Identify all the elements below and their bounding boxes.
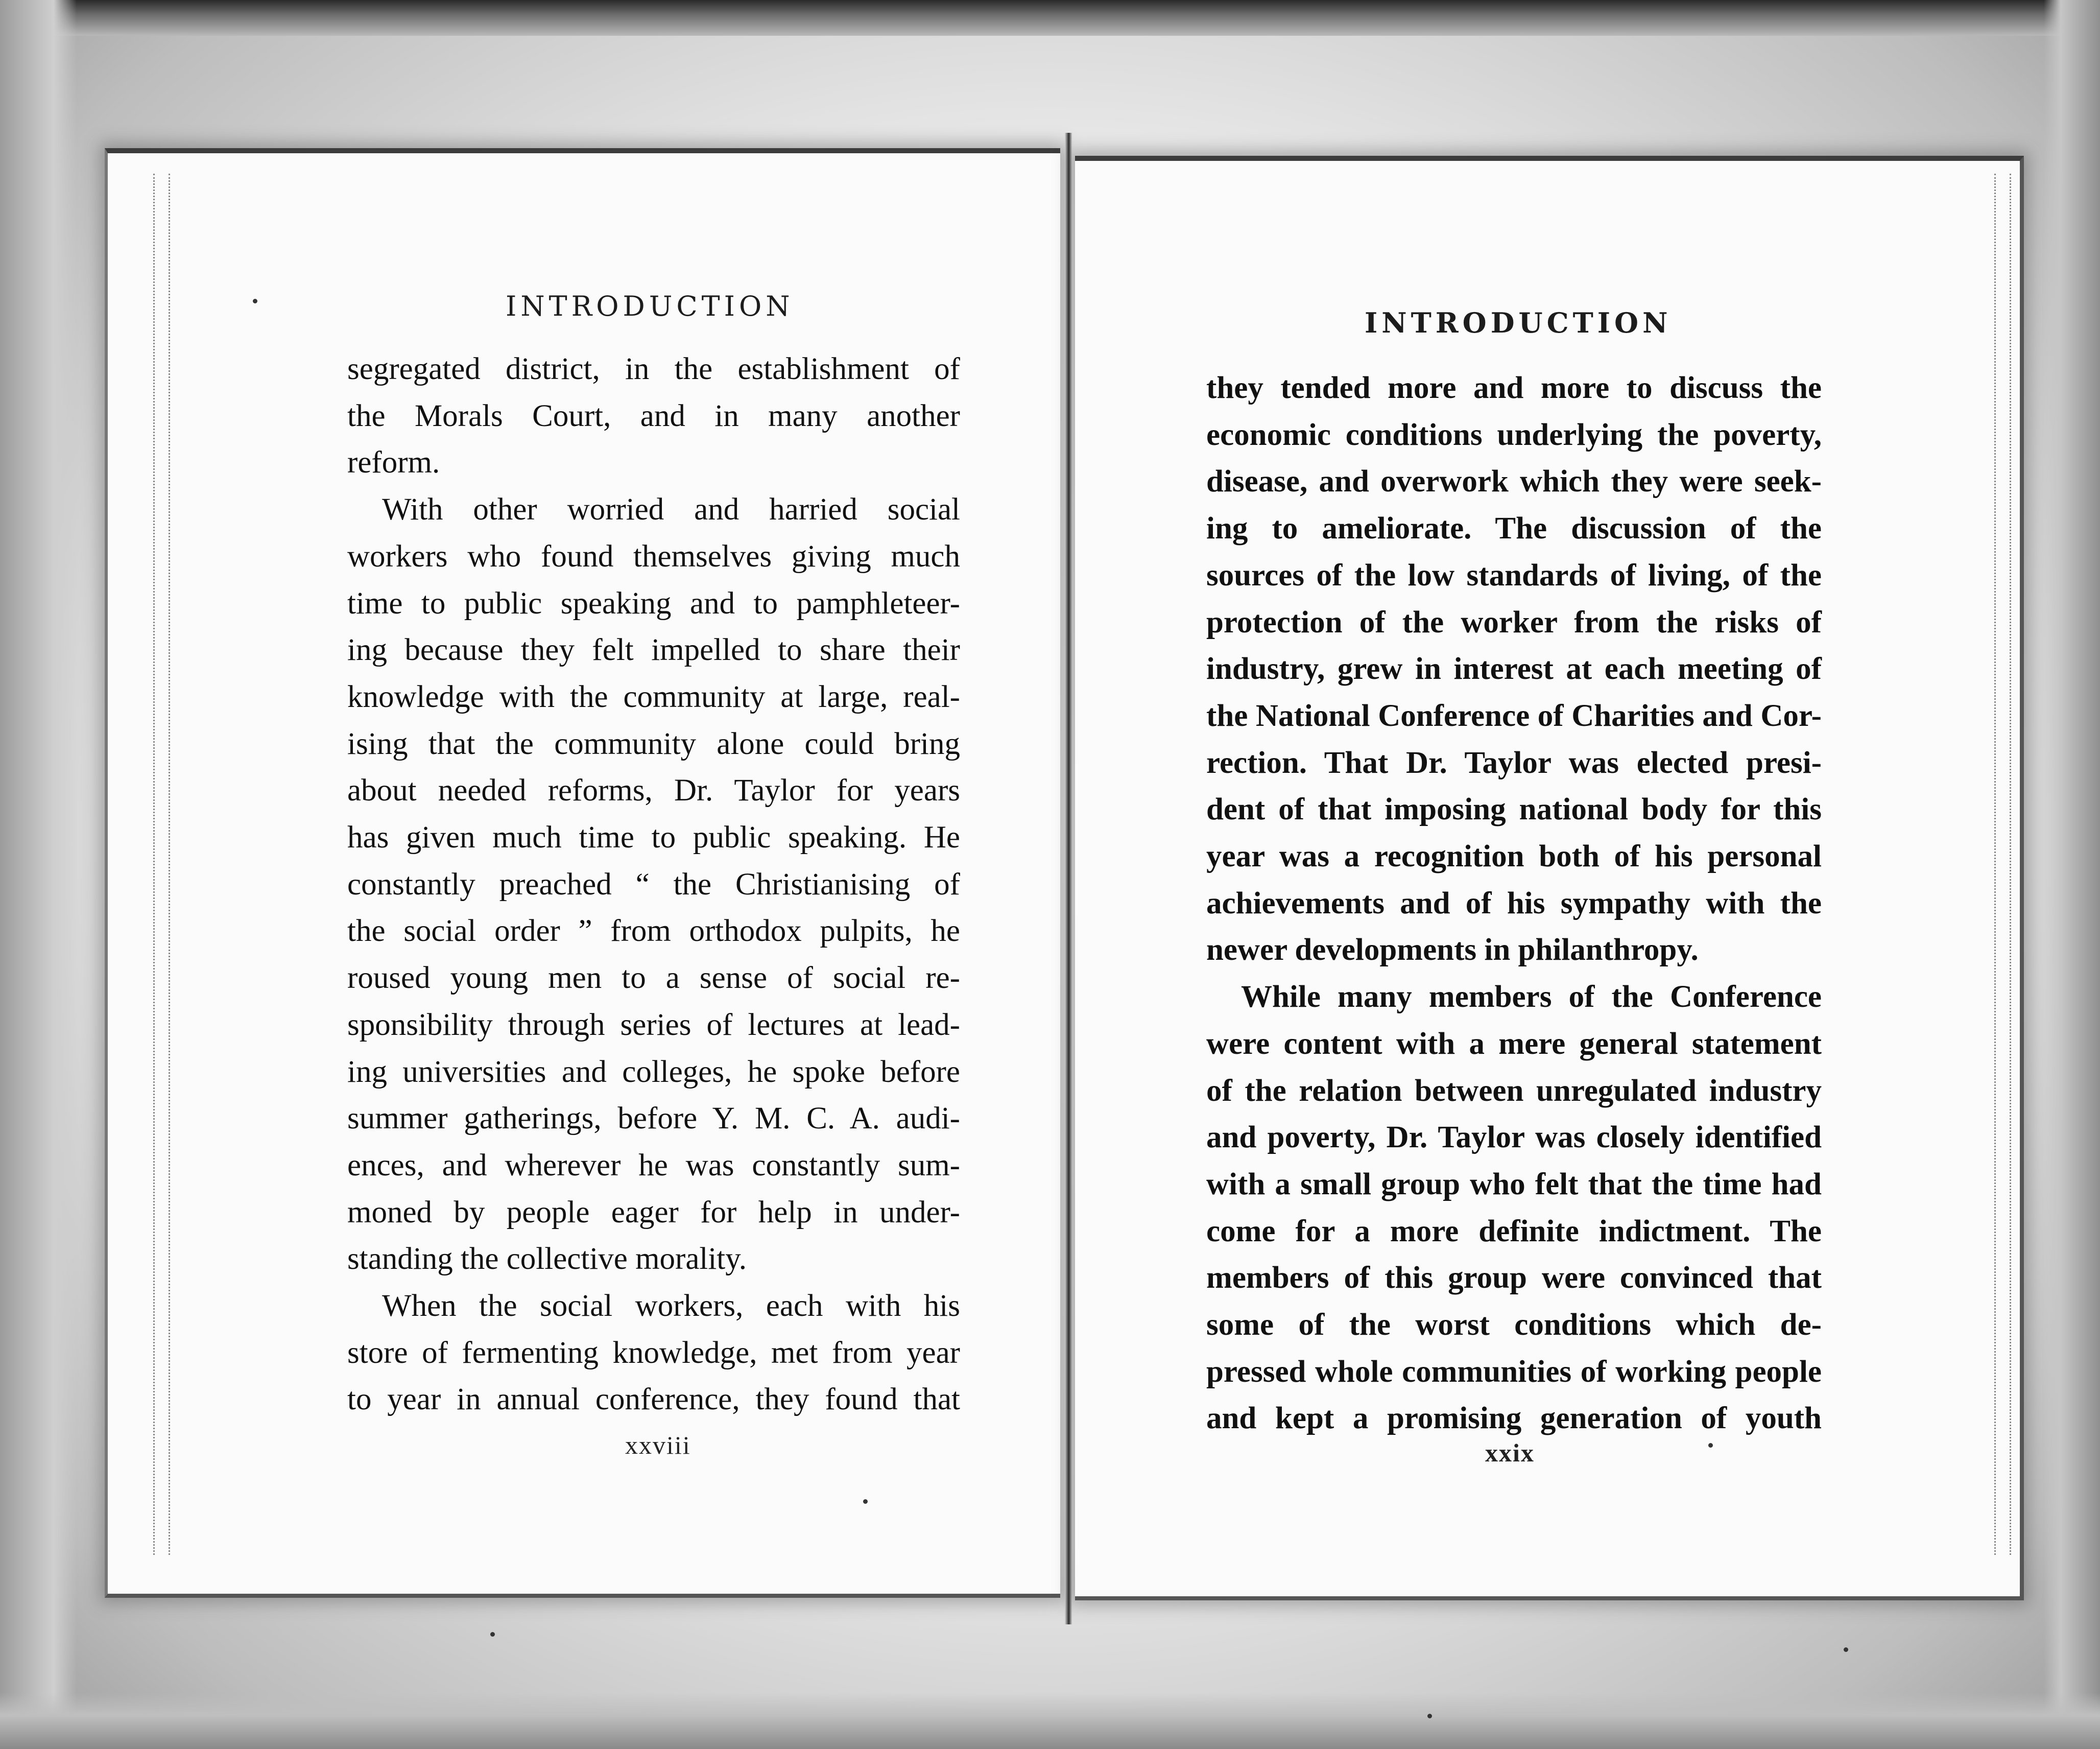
text-line: with a small group who felt that the time had [1206,1167,1822,1201]
text-line: and poverty, Dr. Taylor was closely identified [1206,1120,1822,1155]
text-line: disease, and overwork which they were seek- [1206,464,1822,499]
book-gutter [1065,133,1072,1624]
text-line: and kept a promising generation of youth [1206,1401,1822,1436]
text-line: sponsibility through series of lectures at lead- [347,1007,960,1042]
text-line: ising that the community alone could bring [347,726,960,761]
left-page-number: xxviii [625,1431,691,1459]
text-line: industry, grew in interest at each meeting of [1206,652,1822,687]
text-line: While many members of the Conference [1241,980,1822,1014]
text-line: reform. [347,445,440,480]
scan-top-shadow [0,0,2100,36]
text-line: rection. That Dr. Taylor was elected presi- [1206,745,1822,780]
scan-speck [1708,1443,1713,1448]
text-line: come for a more definite indictment. The [1206,1214,1822,1248]
text-line: the social order ” from orthodox pulpits, he [347,914,960,949]
text-line: standing the collective morality. [347,1242,747,1277]
text-line: store of fermenting knowledge, met from year [347,1335,960,1370]
text-line: of the relation between unregulated industry [1206,1073,1822,1108]
text-line: about needed reforms, Dr. Taylor for years [347,773,960,808]
text-line: year was a recognition both of his personal [1206,839,1822,874]
right-page-edge-stack [2010,174,2011,1555]
text-line: they tended more and more to discuss the [1206,371,1822,405]
text-line: roused young men to a sense of social re- [347,961,960,996]
right-page-text [1206,365,1822,1442]
text-line: economic conditions underlying the poverty, [1206,417,1822,452]
text-line: protection of the worker from the risks of [1206,605,1822,640]
right-running-head: INTRODUCTION [1365,306,1672,339]
text-line: ing because they felt impelled to share their [347,633,960,668]
scan-speck [1427,1714,1432,1718]
text-line: ing to ameliorate. The discussion of the [1206,511,1822,546]
scan-speck [1844,1647,1848,1652]
left-page-edge-stack [169,174,170,1555]
text-line: has given much time to public speaking. He [347,820,960,855]
text-line: newer developments in philanthropy. [1206,933,1699,967]
left-page-edge-stack [153,174,155,1555]
text-line: some of the worst conditions which de- [1206,1308,1822,1342]
text-line: summer gatherings, before Y. M. C. A. audi- [347,1101,960,1136]
scan-bottom-shadow [0,1693,2100,1749]
text-line: pressed whole communities of working people [1206,1354,1822,1389]
text-line: ences, and wherever he was constantly sum- [347,1148,960,1183]
text-line: ing universities and colleges, he spoke before [347,1054,960,1089]
text-line: achievements and of his sympathy with the [1206,886,1822,920]
text-line: moned by people eager for help in under- [347,1195,960,1230]
left-page-text [347,346,960,1423]
scan-speck [253,299,257,303]
text-line: sources of the low standards of living, of the [1206,558,1822,593]
text-line: members of this group were convinced that [1206,1261,1822,1295]
text-line: the Morals Court, and in many another [347,398,960,433]
right-page-number: xxix [1485,1438,1535,1467]
text-line: the National Conference of Charities and Cor- [1206,698,1822,733]
left-running-head: INTRODUCTION [506,290,794,322]
text-line: segregated district, in the establishment of [347,352,960,386]
text-line: time to public speaking and to pamphleteer- [347,586,960,621]
scan-right-shadow [2044,0,2100,1749]
scan-left-shadow [0,0,77,1749]
text-line: workers who found themselves giving much [347,539,960,574]
text-line: to year in annual conference, they found that [347,1382,960,1417]
text-line: dent of that imposing national body for this [1206,792,1822,827]
right-page-edge-stack [1994,174,1996,1555]
scan-speck [863,1499,868,1504]
text-line: constantly preached “ the Christianising of [347,867,960,902]
scan-speck [490,1632,495,1637]
text-line: were content with a mere general statement [1206,1026,1822,1061]
text-line: With other worried and harried social [382,492,960,527]
text-line: knowledge with the community at large, real- [347,679,960,714]
text-line: When the social workers, each with his [382,1289,960,1323]
